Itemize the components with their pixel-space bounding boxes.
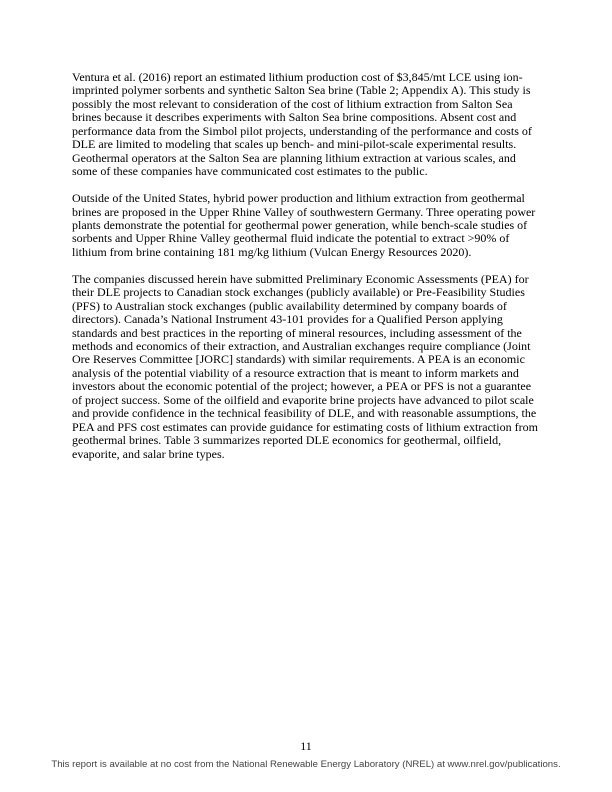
footer-availability-note: This report is available at no cost from the National Renewable Energy Laboratory (NREL) at www.nrel.gov/publications. [51,759,561,770]
text-line: lithium from brine containing 181 mg/kg lithium (Vulcan Energy Resources 2020). [72,244,472,259]
text-line: DLE are limited to modeling that scales up bench- and mini-pilot-scale experimental results. [72,137,517,152]
text-line: of project success. Some of the oilfield and evaporite brine projects have advanced to pilot scale [72,392,534,407]
text-line: analysis of the potential viability of a resource extraction that is meant to inform markets and [72,365,519,380]
page-number: 11 [300,739,312,753]
paragraph-upper-rhine [72,192,544,259]
text-line: Ventura et al. (2016) report an estimated lithium production cost of $3,845/mt LCE using ion- [72,70,523,84]
text-line: sorbents and Upper Rhine Valley geothermal fluid indicate the potential to extract >90% of [72,231,510,246]
text-line: geothermal brines. Table 3 summarizes reported DLE economics for geothermal, oilfield, [72,433,502,448]
text-line: evaporite, and salar brine types. [72,446,225,461]
paragraph-pea-pfs [72,273,544,461]
text-line: standards and best practices in the reporting of mineral resources, including assessment of the [72,325,522,340]
paragraph-ventura-cost [72,71,544,179]
text-line: possibly the most relevant to consideration of the cost of lithium extraction from Salton Sea [72,96,513,111]
text-line: methods and economics of their extraction, and Australian exchanges require compliance (Joint [72,339,531,354]
text-line: PEA and PFS cost estimates can provide guidance for estimating costs of lithium extraction from [72,419,538,434]
text-line: Outside of the United States, hybrid power production and lithium extraction from geothermal [72,191,525,206]
text-line: performance data from the Simbol pilot projects, understanding of the performance and costs of [72,123,532,138]
text-line: Geothermal operators at the Salton Sea are planning lithium extraction at various scales, and [72,150,516,165]
text-line: and provide confidence in the technical feasibility of DLE, and with reasonable assumptions, the [72,406,537,421]
text-line: brines are proposed in the Upper Rhine Valley of southwestern Germany. Three operating power [72,204,536,219]
text-line: their DLE projects to Canadian stock exchanges (publicly available) or Pre-Feasibility Studies [72,285,525,300]
text-line: The companies discussed herein have submitted Preliminary Economic Assessments (PEA) for [72,271,529,286]
text-line: some of these companies have communicated cost estimates to the public. [72,164,428,179]
text-line: investors about the economic potential of the project; however, a PEA or PFS is not a guarantee [72,379,532,394]
text-line: directors). Canada’s National Instrument 43-101 provides for a Qualified Person applying [72,312,503,327]
text-line: plants demonstrate the potential for geothermal power generation, while bench-scale studies of [72,217,528,232]
text-line: brines because it describes experiments with Salton Sea brine compositions. Absent cost and [72,110,517,125]
text-line: (PFS) to Australian stock exchanges (public availability determined by company boards of [72,298,507,313]
text-line: Ore Reserves Committee [JORC] standards) with similar requirements. A PEA is an economic [72,352,525,367]
text-line: imprinted polymer sorbents and synthetic Salton Sea brine (Table 2; Appendix A). This study is [72,83,531,98]
body-text [72,71,544,475]
